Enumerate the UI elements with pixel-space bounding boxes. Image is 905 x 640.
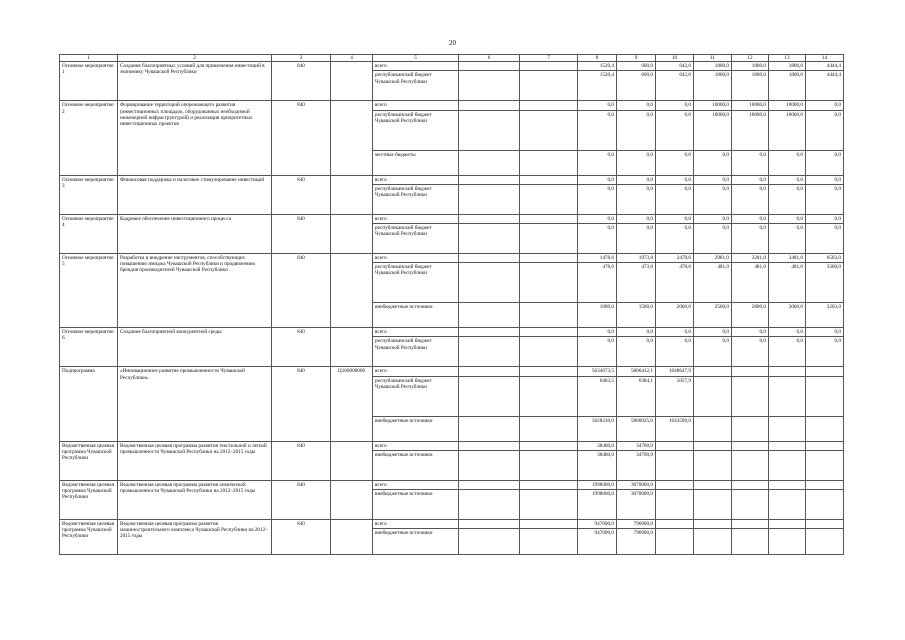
- table-row: [60, 480, 844, 489]
- column-number-14: 14: [806, 55, 844, 62]
- executor-code-cell: 840: [272, 480, 331, 519]
- empty-cell: [459, 175, 520, 184]
- amount-cell: 10000,0: [694, 110, 732, 150]
- amount-cell: 0,0: [769, 328, 806, 337]
- amount-cell: 0,0: [732, 328, 769, 337]
- amount-cell: 0,0: [578, 184, 617, 214]
- table-row: [60, 328, 844, 337]
- target-code-cell: [331, 62, 373, 101]
- activity-name-cell: Ведомственная целевая программа развития машиностроительного комплекса Чувашской Республики на 2012–2015 годы: [118, 520, 272, 555]
- amount-cell: 3070000,0: [617, 480, 656, 489]
- target-code-cell: [331, 328, 373, 367]
- empty-cell: [459, 71, 520, 101]
- empty-cell: [459, 110, 520, 150]
- amount-cell: 38400,0: [578, 441, 617, 450]
- amount-cell: [769, 520, 806, 529]
- empty-cell: [520, 529, 578, 555]
- funding-source-cell: всего: [373, 328, 459, 337]
- amount-cell: 0,0: [578, 110, 617, 150]
- target-code-cell: [331, 254, 373, 328]
- funding-source-cell: республиканский бюджет Чувашской Республики: [373, 110, 459, 150]
- amount-cell: [656, 450, 694, 480]
- empty-cell: [520, 367, 578, 376]
- funding-source-cell: республиканский бюджет Чувашской Республики: [373, 224, 459, 254]
- table-row: [60, 175, 844, 184]
- amount-cell: 0,0: [769, 184, 806, 214]
- funding-source-cell: республиканский бюджет Чувашской Республики: [373, 71, 459, 101]
- empty-cell: [459, 328, 520, 337]
- target-code-cell: [331, 101, 373, 175]
- executor-code-cell: 840: [272, 441, 331, 480]
- activity-type-cell: Подпрограмма: [60, 367, 118, 441]
- amount-cell: 0,0: [769, 150, 806, 175]
- activity-name-cell: Финансовая поддержка и налоговое стимулирование инвестиций: [118, 175, 272, 214]
- executor-code-cell: 840: [272, 214, 331, 253]
- table-row: [60, 214, 844, 223]
- activity-name-cell: Создание благоприятных условий для привлечения инвестиций в экономику Чувашской Республики: [118, 62, 272, 101]
- amount-cell: 1800,0: [769, 71, 806, 101]
- amount-cell: 0,0: [656, 214, 694, 223]
- amount-cell: 3203,0: [806, 303, 844, 328]
- activity-type-cell: Ведомственная целевая программа Чувашской Республики: [60, 520, 118, 555]
- amount-cell: 10000,0: [769, 101, 806, 110]
- empty-cell: [459, 450, 520, 480]
- amount-cell: [732, 416, 769, 441]
- amount-cell: [769, 450, 806, 480]
- empty-cell: [459, 184, 520, 214]
- amount-cell: 0,0: [694, 328, 732, 337]
- amount-cell: 0,0: [769, 337, 806, 367]
- amount-cell: 0,0: [617, 150, 656, 175]
- amount-cell: 1800,0: [732, 71, 769, 101]
- empty-cell: [520, 184, 578, 214]
- amount-cell: 1478,6: [578, 254, 617, 263]
- amount-cell: 0,0: [656, 101, 694, 110]
- amount-cell: 0,0: [769, 175, 806, 184]
- empty-cell: [520, 263, 578, 303]
- empty-cell: [459, 367, 520, 376]
- table-row: [60, 254, 844, 263]
- amount-cell: 0,0: [732, 224, 769, 254]
- amount-cell: 0,0: [578, 101, 617, 110]
- funding-source-cell: внебюджетные источники: [373, 450, 459, 480]
- amount-cell: 5628210,0: [578, 416, 617, 441]
- amount-cell: 0,0: [578, 224, 617, 254]
- activity-name-cell: Ведомственная целевая программа развития текстильной и легкой промышленности Чувашской Республики на 2012–2015 годы: [118, 441, 272, 480]
- amount-cell: [769, 416, 806, 441]
- amount-cell: 1998000,0: [578, 490, 617, 520]
- column-number-8: 8: [578, 55, 617, 62]
- amount-cell: 0,0: [806, 224, 844, 254]
- amount-cell: 0,0: [806, 150, 844, 175]
- amount-cell: [806, 441, 844, 450]
- amount-cell: 1973,8: [617, 254, 656, 263]
- amount-cell: 947000,0: [578, 520, 617, 529]
- amount-cell: [656, 520, 694, 529]
- amount-cell: [732, 490, 769, 520]
- amount-cell: 0,0: [617, 184, 656, 214]
- empty-cell: [520, 110, 578, 150]
- amount-cell: 0,0: [732, 175, 769, 184]
- amount-cell: 1643590,0: [656, 416, 694, 441]
- amount-cell: 0,0: [806, 110, 844, 150]
- funding-source-cell: внебюджетные источники: [373, 529, 459, 555]
- amount-cell: 0,0: [694, 175, 732, 184]
- empty-cell: [459, 150, 520, 175]
- amount-cell: 478,6: [656, 263, 694, 303]
- empty-cell: [520, 376, 578, 416]
- activity-type-cell: Основное мероприятие 6: [60, 328, 118, 367]
- amount-cell: 0,0: [694, 337, 732, 367]
- amount-cell: 796900,0: [617, 520, 656, 529]
- empty-cell: [520, 150, 578, 175]
- amount-cell: [806, 416, 844, 441]
- activity-name-cell: «Инновационное развитие промышленности Чувашской Республики»: [118, 367, 272, 441]
- amount-cell: 0,0: [578, 328, 617, 337]
- amount-cell: 5806412,1: [617, 367, 656, 376]
- amount-cell: 0,0: [578, 175, 617, 184]
- amount-cell: [769, 441, 806, 450]
- amount-cell: 2800,0: [732, 303, 769, 328]
- amount-cell: 0,0: [694, 150, 732, 175]
- executor-code-cell: 840: [272, 520, 331, 555]
- amount-cell: [769, 480, 806, 489]
- amount-cell: 0,0: [656, 337, 694, 367]
- amount-cell: 0,0: [769, 214, 806, 223]
- amount-cell: 0,0: [617, 224, 656, 254]
- table-row: [60, 441, 844, 450]
- funding-source-cell: республиканский бюджет Чувашской Республики: [373, 376, 459, 416]
- amount-cell: 0,0: [656, 224, 694, 254]
- executor-code-cell: 840: [272, 328, 331, 367]
- amount-cell: [769, 529, 806, 555]
- empty-cell: [459, 101, 520, 110]
- table-row: [60, 367, 844, 376]
- amount-cell: [732, 529, 769, 555]
- amount-cell: 0,0: [617, 110, 656, 150]
- amount-cell: 481,0: [769, 263, 806, 303]
- target-code-cell: [331, 214, 373, 253]
- amount-cell: 1800,0: [694, 71, 732, 101]
- amount-cell: [694, 520, 732, 529]
- amount-cell: [806, 480, 844, 489]
- amount-cell: 0,0: [578, 150, 617, 175]
- amount-cell: 5057,9: [656, 376, 694, 416]
- empty-cell: [520, 62, 578, 71]
- empty-cell: [520, 480, 578, 489]
- amount-cell: 642,0: [656, 71, 694, 101]
- amount-cell: 1520,4: [578, 71, 617, 101]
- empty-cell: [459, 263, 520, 303]
- funding-source-cell: внебюджетные источники: [373, 416, 459, 441]
- executor-code-cell: 840: [272, 101, 331, 175]
- amount-cell: [694, 416, 732, 441]
- amount-cell: [656, 490, 694, 520]
- empty-cell: [520, 224, 578, 254]
- executor-code-cell: 840: [272, 254, 331, 328]
- activity-name-cell: Ведомственная целевая программа развития химической промышленности Чувашской Республики на 2012–2015 годы: [118, 480, 272, 519]
- amount-cell: 3000,0: [769, 303, 806, 328]
- amount-cell: 0,0: [732, 150, 769, 175]
- empty-cell: [520, 71, 578, 101]
- amount-cell: 600,0: [617, 71, 656, 101]
- activity-type-cell: Основное мероприятие 2: [60, 101, 118, 175]
- activity-type-cell: Основное мероприятие 5: [60, 254, 118, 328]
- amount-cell: 34700,0: [617, 450, 656, 480]
- amount-cell: 481,0: [694, 263, 732, 303]
- amount-cell: 3300,0: [806, 263, 844, 303]
- amount-cell: 3481,0: [769, 254, 806, 263]
- funding-source-cell: всего: [373, 62, 459, 71]
- amount-cell: 0,0: [769, 224, 806, 254]
- amount-cell: [694, 450, 732, 480]
- amount-cell: 0,0: [732, 337, 769, 367]
- amount-cell: [694, 441, 732, 450]
- empty-cell: [520, 416, 578, 441]
- empty-cell: [520, 214, 578, 223]
- amount-cell: 2478,6: [656, 254, 694, 263]
- target-code-cell: Ц160000000: [331, 367, 373, 441]
- amount-cell: 0,0: [806, 184, 844, 214]
- amount-cell: 0,0: [806, 328, 844, 337]
- funding-source-cell: внебюджетные источники: [373, 303, 459, 328]
- amount-cell: [769, 367, 806, 376]
- budget-table: [59, 54, 844, 555]
- amount-cell: [694, 376, 732, 416]
- amount-cell: 0,0: [617, 328, 656, 337]
- column-number-3: 3: [272, 55, 331, 62]
- empty-cell: [459, 529, 520, 555]
- activity-name-cell: Создание благоприятной конкурентной среды: [118, 328, 272, 367]
- funding-source-cell: всего: [373, 175, 459, 184]
- target-code-cell: [331, 175, 373, 214]
- column-number-6: 6: [459, 55, 520, 62]
- empty-cell: [520, 101, 578, 110]
- activity-type-cell: Основное мероприятие 4: [60, 214, 118, 253]
- funding-source-cell: всего: [373, 367, 459, 376]
- amount-cell: 0,0: [732, 214, 769, 223]
- empty-cell: [459, 337, 520, 367]
- column-number-5: 5: [373, 55, 459, 62]
- amount-cell: 0,0: [656, 150, 694, 175]
- column-number-4: 4: [331, 55, 373, 62]
- activity-type-cell: Основное мероприятие 1: [60, 62, 118, 101]
- empty-cell: [520, 490, 578, 520]
- amount-cell: 4444,4: [806, 71, 844, 101]
- amount-cell: 0,0: [694, 224, 732, 254]
- amount-cell: 481,0: [732, 263, 769, 303]
- empty-cell: [459, 254, 520, 263]
- empty-cell: [520, 520, 578, 529]
- amount-cell: 0,0: [694, 214, 732, 223]
- amount-cell: 0,0: [656, 184, 694, 214]
- empty-cell: [520, 303, 578, 328]
- empty-cell: [459, 224, 520, 254]
- activity-name-cell: Формирование территорий опережающего развития (инвестиционных площадок, оборудованных необходимой инженерной инфраструктурой) и реализация приоритетных инвестиционных проектов: [118, 101, 272, 175]
- amount-cell: [732, 520, 769, 529]
- empty-cell: [459, 480, 520, 489]
- target-code-cell: [331, 480, 373, 519]
- amount-cell: 1800,0: [732, 62, 769, 71]
- amount-cell: 0,0: [656, 110, 694, 150]
- amount-cell: [732, 480, 769, 489]
- amount-cell: 0,0: [578, 214, 617, 223]
- amount-cell: [806, 490, 844, 520]
- activity-type-cell: Ведомственная целевая программа Чувашской Республики: [60, 441, 118, 480]
- amount-cell: [806, 529, 844, 555]
- amount-cell: 0,0: [617, 101, 656, 110]
- amount-cell: 2000,0: [656, 303, 694, 328]
- funding-source-cell: внебюджетные источники: [373, 490, 459, 520]
- column-number-1: 1: [60, 55, 118, 62]
- amount-cell: 10000,0: [769, 110, 806, 150]
- empty-cell: [459, 303, 520, 328]
- column-number-13: 13: [769, 55, 806, 62]
- amount-cell: 0,0: [656, 175, 694, 184]
- column-number-2: 2: [118, 55, 272, 62]
- amount-cell: 1500,0: [617, 303, 656, 328]
- amount-cell: 947000,0: [578, 529, 617, 555]
- empty-cell: [520, 254, 578, 263]
- funding-source-cell: всего: [373, 480, 459, 489]
- amount-cell: [806, 367, 844, 376]
- amount-cell: [732, 376, 769, 416]
- empty-cell: [520, 450, 578, 480]
- target-code-cell: [331, 520, 373, 555]
- amount-cell: 1648647,9: [656, 367, 694, 376]
- amount-cell: 0,0: [806, 101, 844, 110]
- amount-cell: [806, 450, 844, 480]
- empty-cell: [459, 62, 520, 71]
- empty-cell: [459, 376, 520, 416]
- amount-cell: 0,0: [806, 214, 844, 223]
- funding-source-cell: республиканский бюджет Чувашской Республики: [373, 263, 459, 303]
- amount-cell: [694, 367, 732, 376]
- executor-code-cell: 840: [272, 367, 331, 441]
- amount-cell: 0,0: [806, 337, 844, 367]
- table-row: [60, 520, 844, 529]
- empty-cell: [459, 214, 520, 223]
- amount-cell: [656, 441, 694, 450]
- empty-cell: [520, 175, 578, 184]
- amount-cell: [769, 490, 806, 520]
- funding-source-cell: всего: [373, 214, 459, 223]
- empty-cell: [459, 441, 520, 450]
- amount-cell: 642,0: [656, 62, 694, 71]
- amount-cell: [694, 529, 732, 555]
- amount-cell: 3281,0: [732, 254, 769, 263]
- column-number-9: 9: [617, 55, 656, 62]
- amount-cell: [694, 480, 732, 489]
- funding-source-cell: всего: [373, 101, 459, 110]
- amount-cell: 0,0: [617, 175, 656, 184]
- amount-cell: 473,8: [617, 263, 656, 303]
- amount-cell: 0,0: [617, 337, 656, 367]
- amount-cell: [656, 480, 694, 489]
- amount-cell: 0,0: [617, 214, 656, 223]
- activity-type-cell: Основное мероприятие 3: [60, 175, 118, 214]
- funding-source-cell: всего: [373, 441, 459, 450]
- executor-code-cell: 840: [272, 175, 331, 214]
- amount-cell: [732, 367, 769, 376]
- column-number-10: 10: [656, 55, 694, 62]
- amount-cell: 2500,0: [694, 303, 732, 328]
- amount-cell: 4444,4: [806, 62, 844, 71]
- amount-cell: 0,0: [656, 328, 694, 337]
- funding-source-cell: местные бюджеты: [373, 150, 459, 175]
- activity-name-cell: Разработка и внедрение инструментов, способствующих повышению имиджа Чувашской Республики и продвижению брендов производителей Чувашской Республики: [118, 254, 272, 328]
- amount-cell: 1998000,0: [578, 480, 617, 489]
- target-code-cell: [331, 441, 373, 480]
- amount-cell: [806, 520, 844, 529]
- column-number-12: 12: [732, 55, 769, 62]
- column-number-row: [60, 55, 844, 62]
- amount-cell: [732, 450, 769, 480]
- amount-cell: 6384,1: [617, 376, 656, 416]
- amount-cell: 2981,0: [694, 254, 732, 263]
- amount-cell: [769, 376, 806, 416]
- empty-cell: [520, 441, 578, 450]
- amount-cell: 600,0: [617, 62, 656, 71]
- funding-source-cell: всего: [373, 254, 459, 263]
- empty-cell: [459, 416, 520, 441]
- amount-cell: [656, 529, 694, 555]
- amount-cell: 478,6: [578, 263, 617, 303]
- table-row: [60, 101, 844, 110]
- amount-cell: 10000,0: [732, 110, 769, 150]
- amount-cell: 10000,0: [694, 101, 732, 110]
- funding-source-cell: всего: [373, 520, 459, 529]
- amount-cell: [694, 490, 732, 520]
- amount-cell: 6503,0: [806, 254, 844, 263]
- amount-cell: 796900,0: [617, 529, 656, 555]
- funding-source-cell: республиканский бюджет Чувашской Республики: [373, 337, 459, 367]
- column-number-11: 11: [694, 55, 732, 62]
- amount-cell: 0,0: [732, 184, 769, 214]
- amount-cell: 0,0: [694, 184, 732, 214]
- amount-cell: 1000,0: [578, 303, 617, 328]
- activity-type-cell: Ведомственная целевая программа Чувашской Республики: [60, 480, 118, 519]
- column-number-7: 7: [520, 55, 578, 62]
- empty-cell: [520, 328, 578, 337]
- empty-cell: [459, 490, 520, 520]
- amount-cell: [732, 441, 769, 450]
- empty-cell: [520, 337, 578, 367]
- amount-cell: 0,0: [578, 337, 617, 367]
- amount-cell: 6463,5: [578, 376, 617, 416]
- empty-cell: [459, 520, 520, 529]
- amount-cell: 0,0: [806, 175, 844, 184]
- amount-cell: 1520,4: [578, 62, 617, 71]
- amount-cell: 10000,0: [732, 101, 769, 110]
- amount-cell: 34700,0: [617, 441, 656, 450]
- amount-cell: 5634673,5: [578, 367, 617, 376]
- amount-cell: 1800,0: [769, 62, 806, 71]
- amount-cell: 5800025,0: [617, 416, 656, 441]
- funding-source-cell: республиканский бюджет Чувашской Республики: [373, 184, 459, 214]
- amount-cell: 3070000,0: [617, 490, 656, 520]
- page-number: 20: [449, 39, 456, 47]
- amount-cell: 38400,0: [578, 450, 617, 480]
- amount-cell: [806, 376, 844, 416]
- executor-code-cell: 840: [272, 62, 331, 101]
- table-row: [60, 62, 844, 71]
- amount-cell: 1800,0: [694, 62, 732, 71]
- activity-name-cell: Кадровое обеспечение инвестиционного процесса: [118, 214, 272, 253]
